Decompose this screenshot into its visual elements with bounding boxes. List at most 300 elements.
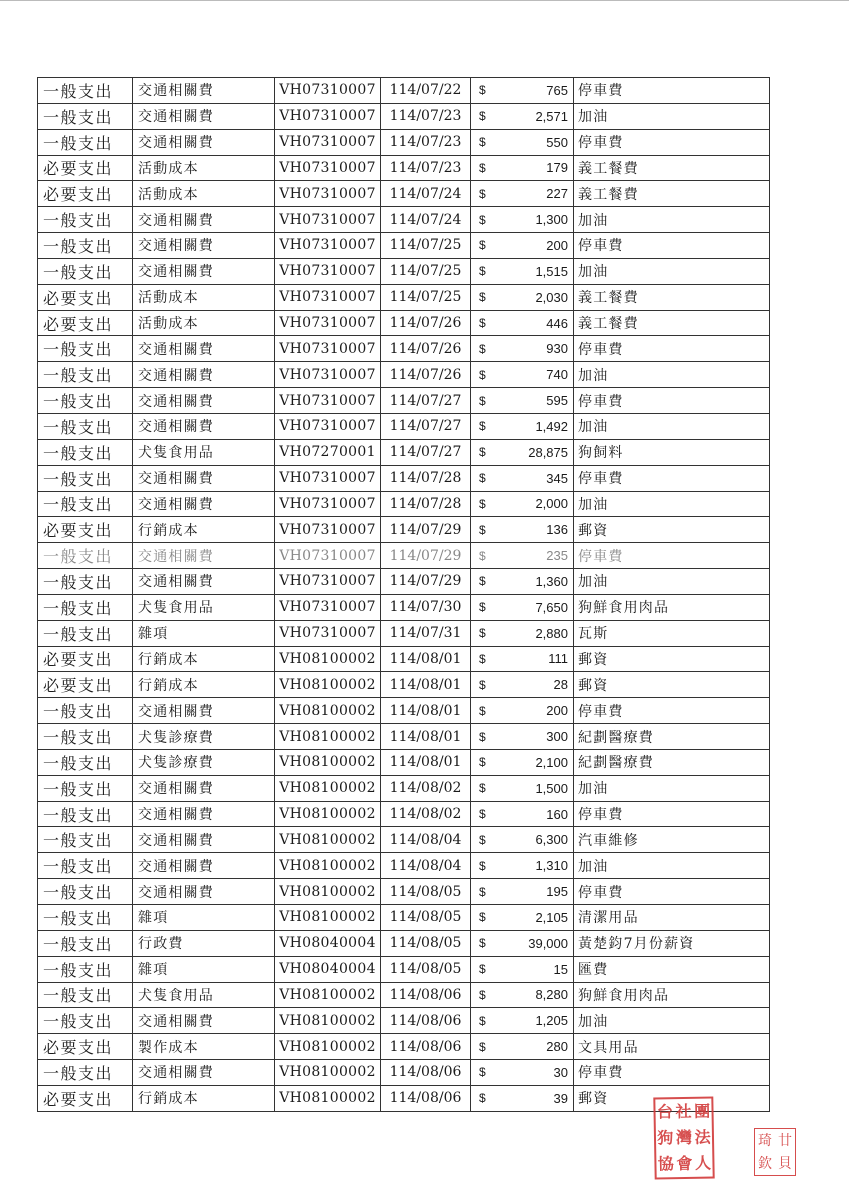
table-row	[38, 698, 770, 724]
memo-cell: 停車費	[574, 543, 770, 569]
date-cell: 114/08/05	[381, 956, 471, 982]
expense-type-cell: 一般支出	[38, 78, 133, 104]
subcategory-cell: 犬隻診療費	[133, 749, 275, 775]
amount-cell: 227	[503, 181, 574, 207]
voucher-number-cell: VH07310007	[275, 129, 381, 155]
subcategory-cell: 雜項	[133, 620, 275, 646]
amount-cell: 28,875	[503, 439, 574, 465]
subcategory-cell: 犬隻診療費	[133, 724, 275, 750]
expense-type-cell: 一般支出	[38, 905, 133, 931]
currency-symbol-cell: $	[471, 1008, 503, 1034]
subcategory-cell: 交通相關費	[133, 129, 275, 155]
memo-cell: 義工餐費	[574, 155, 770, 181]
date-cell: 114/08/01	[381, 724, 471, 750]
expense-type-cell: 一般支出	[38, 1060, 133, 1086]
memo-cell: 加油	[574, 1008, 770, 1034]
voucher-number-cell: VH08100002	[275, 672, 381, 698]
voucher-number-cell: VH08100002	[275, 827, 381, 853]
amount-cell: 179	[503, 155, 574, 181]
date-cell: 114/07/29	[381, 569, 471, 595]
table-row	[38, 388, 770, 414]
expense-type-cell: 一般支出	[38, 1008, 133, 1034]
currency-symbol-cell: $	[471, 439, 503, 465]
amount-cell: 2,105	[503, 905, 574, 931]
voucher-number-cell: VH08100002	[275, 879, 381, 905]
memo-cell: 加油	[574, 853, 770, 879]
date-cell: 114/08/01	[381, 672, 471, 698]
date-cell: 114/08/02	[381, 775, 471, 801]
voucher-number-cell: VH07310007	[275, 620, 381, 646]
amount-cell: 235	[503, 543, 574, 569]
currency-symbol-cell: $	[471, 620, 503, 646]
amount-cell: 1,205	[503, 1008, 574, 1034]
voucher-number-cell: VH08100002	[275, 853, 381, 879]
amount-cell: 111	[503, 646, 574, 672]
table-row	[38, 181, 770, 207]
currency-symbol-cell: $	[471, 258, 503, 284]
currency-symbol-cell: $	[471, 207, 503, 233]
voucher-number-cell: VH08100002	[275, 1008, 381, 1034]
voucher-number-cell: VH07270001	[275, 439, 381, 465]
currency-symbol-cell: $	[471, 801, 503, 827]
table-row	[38, 956, 770, 982]
memo-cell: 紀劃醫療費	[574, 724, 770, 750]
expense-type-cell: 一般支出	[38, 362, 133, 388]
memo-cell: 郵資	[574, 1085, 770, 1111]
subcategory-cell: 交通相關費	[133, 413, 275, 439]
memo-cell: 加油	[574, 413, 770, 439]
date-cell: 114/07/29	[381, 517, 471, 543]
expense-type-cell: 必要支出	[38, 1085, 133, 1111]
expense-type-cell: 一般支出	[38, 775, 133, 801]
amount-cell: 2,030	[503, 284, 574, 310]
seal-char: 欽	[758, 1155, 772, 1172]
date-cell: 114/08/04	[381, 827, 471, 853]
subcategory-cell: 交通相關費	[133, 78, 275, 104]
subcategory-cell: 交通相關費	[133, 569, 275, 595]
currency-symbol-cell: $	[471, 491, 503, 517]
seal-char: 會	[676, 1153, 693, 1174]
expense-type-cell: 一般支出	[38, 413, 133, 439]
amount-cell: 930	[503, 336, 574, 362]
date-cell: 114/07/28	[381, 491, 471, 517]
memo-cell: 郵資	[574, 517, 770, 543]
amount-cell: 550	[503, 129, 574, 155]
amount-cell: 2,880	[503, 620, 574, 646]
subcategory-cell: 行銷成本	[133, 1085, 275, 1111]
table-row	[38, 1060, 770, 1086]
currency-symbol-cell: $	[471, 724, 503, 750]
subcategory-cell: 犬隻食用品	[133, 982, 275, 1008]
table-row	[38, 233, 770, 259]
table-row	[38, 310, 770, 336]
amount-cell: 136	[503, 517, 574, 543]
memo-cell: 加油	[574, 491, 770, 517]
table-row	[38, 982, 770, 1008]
voucher-number-cell: VH08100002	[275, 698, 381, 724]
subcategory-cell: 行政費	[133, 930, 275, 956]
amount-cell: 195	[503, 879, 574, 905]
table-row	[38, 620, 770, 646]
table-row	[38, 1034, 770, 1060]
memo-cell: 加油	[574, 569, 770, 595]
amount-cell: 30	[503, 1060, 574, 1086]
expense-type-cell: 一般支出	[38, 620, 133, 646]
voucher-number-cell: VH07310007	[275, 543, 381, 569]
voucher-number-cell: VH08100002	[275, 775, 381, 801]
date-cell: 114/08/06	[381, 1008, 471, 1034]
currency-symbol-cell: $	[471, 1085, 503, 1111]
date-cell: 114/07/29	[381, 543, 471, 569]
table-row	[38, 413, 770, 439]
currency-symbol-cell: $	[471, 233, 503, 259]
expense-type-cell: 必要支出	[38, 672, 133, 698]
voucher-number-cell: VH07310007	[275, 78, 381, 104]
subcategory-cell: 交通相關費	[133, 388, 275, 414]
amount-cell: 1,300	[503, 207, 574, 233]
date-cell: 114/07/24	[381, 207, 471, 233]
voucher-number-cell: VH07310007	[275, 258, 381, 284]
date-cell: 114/07/22	[381, 78, 471, 104]
seal-char: 團	[694, 1101, 711, 1121]
memo-cell: 義工餐費	[574, 284, 770, 310]
voucher-number-cell: VH07310007	[275, 491, 381, 517]
amount-cell: 8,280	[503, 982, 574, 1008]
memo-cell: 黃楚鈞7月份薪資	[574, 930, 770, 956]
subcategory-cell: 行銷成本	[133, 672, 275, 698]
subcategory-cell: 交通相關費	[133, 801, 275, 827]
scan-edge-line	[0, 0, 849, 1]
date-cell: 114/07/27	[381, 439, 471, 465]
voucher-number-cell: VH08040004	[275, 956, 381, 982]
currency-symbol-cell: $	[471, 775, 503, 801]
amount-cell: 1,515	[503, 258, 574, 284]
seal-char: 台	[656, 1102, 674, 1122]
amount-cell: 1,360	[503, 569, 574, 595]
voucher-number-cell: VH08100002	[275, 982, 381, 1008]
expense-type-cell: 一般支出	[38, 491, 133, 517]
expense-type-cell: 一般支出	[38, 724, 133, 750]
amount-cell: 200	[503, 698, 574, 724]
subcategory-cell: 製作成本	[133, 1034, 275, 1060]
table-row	[38, 439, 770, 465]
table-row	[38, 801, 770, 827]
expense-type-cell: 必要支出	[38, 181, 133, 207]
date-cell: 114/07/23	[381, 155, 471, 181]
expense-type-cell: 必要支出	[38, 284, 133, 310]
subcategory-cell: 交通相關費	[133, 258, 275, 284]
expense-type-cell: 必要支出	[38, 1034, 133, 1060]
subcategory-cell: 交通相關費	[133, 1008, 275, 1034]
memo-cell: 義工餐費	[574, 310, 770, 336]
expense-type-cell: 一般支出	[38, 336, 133, 362]
amount-cell: 280	[503, 1034, 574, 1060]
expense-type-cell: 一般支出	[38, 258, 133, 284]
date-cell: 114/07/26	[381, 310, 471, 336]
date-cell: 114/07/27	[381, 413, 471, 439]
memo-cell: 停車費	[574, 78, 770, 104]
voucher-number-cell: VH08100002	[275, 646, 381, 672]
currency-symbol-cell: $	[471, 594, 503, 620]
personal-seal-stamp	[754, 1128, 796, 1176]
currency-symbol-cell: $	[471, 362, 503, 388]
memo-cell: 加油	[574, 775, 770, 801]
currency-symbol-cell: $	[471, 930, 503, 956]
date-cell: 114/08/01	[381, 749, 471, 775]
table-row	[38, 646, 770, 672]
expense-type-cell: 一般支出	[38, 594, 133, 620]
amount-cell: 345	[503, 465, 574, 491]
table-row	[38, 569, 770, 595]
date-cell: 114/07/26	[381, 336, 471, 362]
memo-cell: 汽車維修	[574, 827, 770, 853]
voucher-number-cell: VH08100002	[275, 801, 381, 827]
date-cell: 114/08/04	[381, 853, 471, 879]
amount-cell: 6,300	[503, 827, 574, 853]
date-cell: 114/07/25	[381, 258, 471, 284]
subcategory-cell: 犬隻食用品	[133, 439, 275, 465]
seal-char: 社	[675, 1101, 692, 1122]
expense-type-cell: 一般支出	[38, 439, 133, 465]
voucher-number-cell: VH08100002	[275, 724, 381, 750]
memo-cell: 文具用品	[574, 1034, 770, 1060]
voucher-number-cell: VH07310007	[275, 465, 381, 491]
table-row	[38, 543, 770, 569]
subcategory-cell: 交通相關費	[133, 491, 275, 517]
subcategory-cell: 交通相關費	[133, 362, 275, 388]
currency-symbol-cell: $	[471, 956, 503, 982]
seal-char: 灣	[675, 1127, 693, 1148]
currency-symbol-cell: $	[471, 698, 503, 724]
voucher-number-cell: VH07310007	[275, 569, 381, 595]
currency-symbol-cell: $	[471, 569, 503, 595]
memo-cell: 停車費	[574, 336, 770, 362]
voucher-number-cell: VH07310007	[275, 336, 381, 362]
amount-cell: 765	[503, 78, 574, 104]
amount-cell: 300	[503, 724, 574, 750]
table-row	[38, 78, 770, 104]
currency-symbol-cell: $	[471, 388, 503, 414]
memo-cell: 停車費	[574, 388, 770, 414]
voucher-number-cell: VH08100002	[275, 749, 381, 775]
subcategory-cell: 交通相關費	[133, 103, 275, 129]
memo-cell: 郵資	[574, 672, 770, 698]
table-row	[38, 491, 770, 517]
date-cell: 114/08/01	[381, 698, 471, 724]
date-cell: 114/08/02	[381, 801, 471, 827]
amount-cell: 595	[503, 388, 574, 414]
voucher-number-cell: VH07310007	[275, 284, 381, 310]
currency-symbol-cell: $	[471, 982, 503, 1008]
subcategory-cell: 交通相關費	[133, 698, 275, 724]
subcategory-cell: 交通相關費	[133, 1060, 275, 1086]
memo-cell: 清潔用品	[574, 905, 770, 931]
expense-type-cell: 必要支出	[38, 155, 133, 181]
subcategory-cell: 交通相關費	[133, 853, 275, 879]
expense-type-cell: 一般支出	[38, 388, 133, 414]
currency-symbol-cell: $	[471, 1060, 503, 1086]
memo-cell: 停車費	[574, 1060, 770, 1086]
currency-symbol-cell: $	[471, 155, 503, 181]
expense-type-cell: 一般支出	[38, 801, 133, 827]
currency-symbol-cell: $	[471, 879, 503, 905]
memo-cell: 狗鮮食用肉品	[574, 594, 770, 620]
memo-cell: 郵資	[574, 646, 770, 672]
currency-symbol-cell: $	[471, 827, 503, 853]
seal-char: 協	[657, 1154, 674, 1174]
table-row	[38, 775, 770, 801]
date-cell: 114/07/24	[381, 181, 471, 207]
table-row	[38, 336, 770, 362]
memo-cell: 停車費	[574, 879, 770, 905]
amount-cell: 1,310	[503, 853, 574, 879]
date-cell: 114/08/05	[381, 930, 471, 956]
amount-cell: 28	[503, 672, 574, 698]
subcategory-cell: 雜項	[133, 905, 275, 931]
expense-type-cell: 必要支出	[38, 646, 133, 672]
expense-type-cell: 一般支出	[38, 749, 133, 775]
amount-cell: 2,571	[503, 103, 574, 129]
amount-cell: 15	[503, 956, 574, 982]
currency-symbol-cell: $	[471, 672, 503, 698]
currency-symbol-cell: $	[471, 129, 503, 155]
seal-char: 廿	[778, 1132, 792, 1149]
memo-cell: 瓦斯	[574, 620, 770, 646]
date-cell: 114/07/26	[381, 362, 471, 388]
subcategory-cell: 行銷成本	[133, 646, 275, 672]
organization-seal-stamp	[653, 1096, 714, 1179]
subcategory-cell: 犬隻食用品	[133, 594, 275, 620]
currency-symbol-cell: $	[471, 1034, 503, 1060]
subcategory-cell: 活動成本	[133, 284, 275, 310]
date-cell: 114/07/30	[381, 594, 471, 620]
currency-symbol-cell: $	[471, 646, 503, 672]
currency-symbol-cell: $	[471, 78, 503, 104]
memo-cell: 義工餐費	[574, 181, 770, 207]
memo-cell: 停車費	[574, 801, 770, 827]
memo-cell: 狗鮮食用肉品	[574, 982, 770, 1008]
amount-cell: 200	[503, 233, 574, 259]
table-row	[38, 207, 770, 233]
subcategory-cell: 交通相關費	[133, 207, 275, 233]
expense-type-cell: 一般支出	[38, 129, 133, 155]
subcategory-cell: 活動成本	[133, 155, 275, 181]
amount-cell: 1,500	[503, 775, 574, 801]
date-cell: 114/08/06	[381, 1085, 471, 1111]
subcategory-cell: 交通相關費	[133, 775, 275, 801]
date-cell: 114/07/27	[381, 388, 471, 414]
date-cell: 114/08/01	[381, 646, 471, 672]
currency-symbol-cell: $	[471, 181, 503, 207]
voucher-number-cell: VH07310007	[275, 181, 381, 207]
table-row	[38, 517, 770, 543]
table-row	[38, 594, 770, 620]
currency-symbol-cell: $	[471, 310, 503, 336]
amount-cell: 740	[503, 362, 574, 388]
amount-cell: 1,492	[503, 413, 574, 439]
seal-char: 琦	[758, 1132, 772, 1149]
expense-type-cell: 一般支出	[38, 103, 133, 129]
subcategory-cell: 交通相關費	[133, 336, 275, 362]
expense-type-cell: 一般支出	[38, 569, 133, 595]
subcategory-cell: 活動成本	[133, 310, 275, 336]
amount-cell: 39,000	[503, 930, 574, 956]
currency-symbol-cell: $	[471, 413, 503, 439]
memo-cell: 加油	[574, 362, 770, 388]
voucher-number-cell: VH08100002	[275, 1085, 381, 1111]
voucher-number-cell: VH07310007	[275, 310, 381, 336]
seal-char: 狗	[657, 1128, 674, 1148]
date-cell: 114/07/25	[381, 233, 471, 259]
expense-type-cell: 必要支出	[38, 310, 133, 336]
date-cell: 114/08/06	[381, 1034, 471, 1060]
amount-cell: 160	[503, 801, 574, 827]
date-cell: 114/07/23	[381, 129, 471, 155]
memo-cell: 停車費	[574, 129, 770, 155]
currency-symbol-cell: $	[471, 853, 503, 879]
expense-type-cell: 一般支出	[38, 982, 133, 1008]
voucher-number-cell: VH07310007	[275, 517, 381, 543]
voucher-number-cell: VH07310007	[275, 207, 381, 233]
amount-cell: 2,000	[503, 491, 574, 517]
table-row	[38, 879, 770, 905]
table-row	[38, 853, 770, 879]
seal-char: 貝	[778, 1155, 792, 1172]
table-row	[38, 284, 770, 310]
ledger-body	[38, 78, 770, 1112]
expense-type-cell: 一般支出	[38, 207, 133, 233]
date-cell: 114/08/05	[381, 905, 471, 931]
subcategory-cell: 交通相關費	[133, 465, 275, 491]
table-row	[38, 827, 770, 853]
voucher-number-cell: VH08100002	[275, 1034, 381, 1060]
currency-symbol-cell: $	[471, 517, 503, 543]
currency-symbol-cell: $	[471, 465, 503, 491]
date-cell: 114/08/06	[381, 982, 471, 1008]
table-row	[38, 1008, 770, 1034]
subcategory-cell: 交通相關費	[133, 827, 275, 853]
expense-type-cell: 一般支出	[38, 956, 133, 982]
subcategory-cell: 交通相關費	[133, 879, 275, 905]
voucher-number-cell: VH08100002	[275, 905, 381, 931]
subcategory-cell: 交通相關費	[133, 233, 275, 259]
date-cell: 114/07/23	[381, 103, 471, 129]
date-cell: 114/08/05	[381, 879, 471, 905]
subcategory-cell: 雜項	[133, 956, 275, 982]
expense-type-cell: 一般支出	[38, 827, 133, 853]
amount-cell: 39	[503, 1085, 574, 1111]
table-row	[38, 155, 770, 181]
currency-symbol-cell: $	[471, 336, 503, 362]
subcategory-cell: 行銷成本	[133, 517, 275, 543]
expense-type-cell: 一般支出	[38, 853, 133, 879]
expense-ledger-table	[37, 77, 770, 1112]
subcategory-cell: 交通相關費	[133, 543, 275, 569]
expense-type-cell: 一般支出	[38, 233, 133, 259]
currency-symbol-cell: $	[471, 905, 503, 931]
table-row	[38, 258, 770, 284]
table-row	[38, 905, 770, 931]
currency-symbol-cell: $	[471, 749, 503, 775]
memo-cell: 加油	[574, 258, 770, 284]
currency-symbol-cell: $	[471, 543, 503, 569]
table-row	[38, 749, 770, 775]
currency-symbol-cell: $	[471, 284, 503, 310]
seal-char: 法	[694, 1127, 711, 1147]
table-row	[38, 129, 770, 155]
date-cell: 114/08/06	[381, 1060, 471, 1086]
voucher-number-cell: VH07310007	[275, 362, 381, 388]
